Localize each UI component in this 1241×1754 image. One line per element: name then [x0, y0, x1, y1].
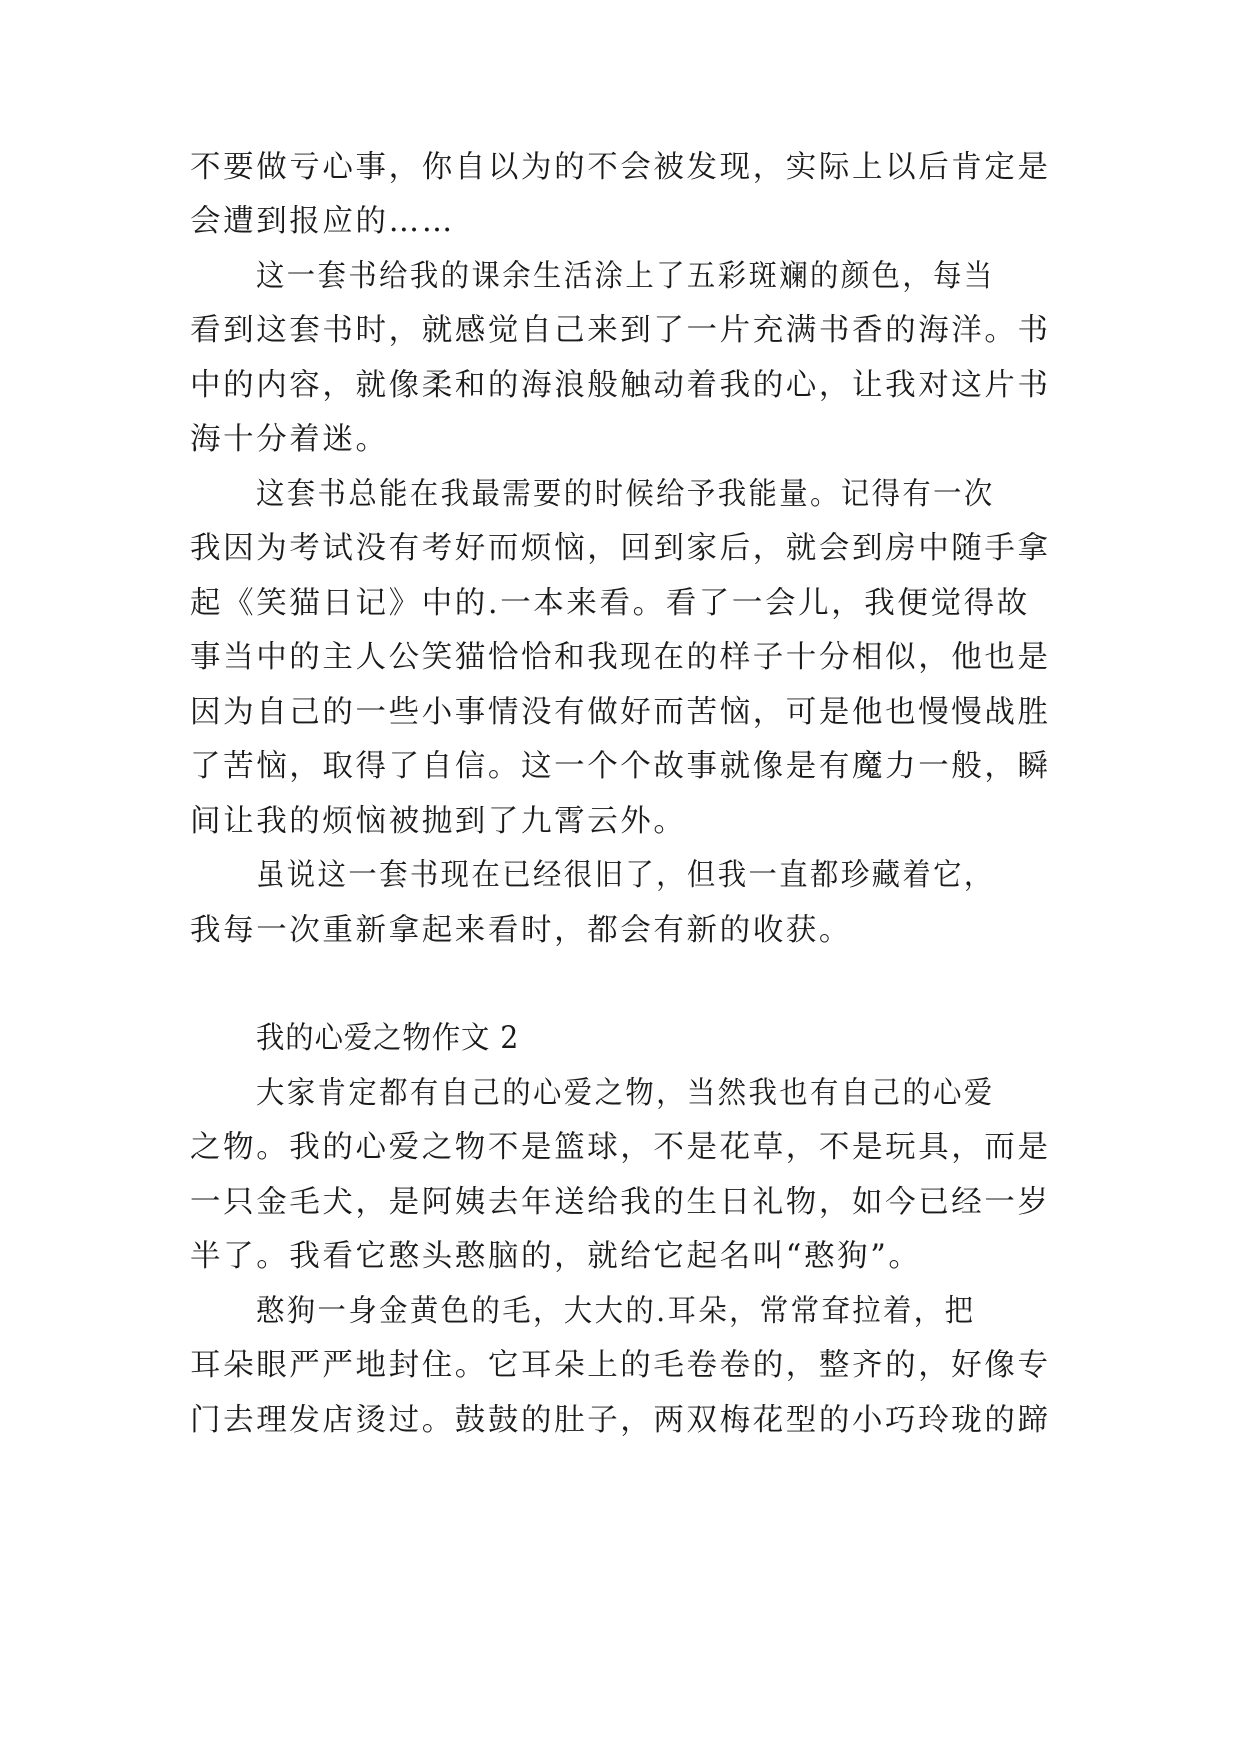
text-line: 看到这套书时，就感觉自己来到了一片充满书香的海洋。书: [190, 313, 1051, 348]
text-line: 我每一次重新拿起来看时，都会有新的收获。: [190, 913, 852, 948]
text-line: 门去理发店烫过。鼓鼓的肚子，两双梅花型的小巧玲珑的蹄: [190, 1403, 1051, 1438]
paragraph-start: 这一套书给我的课余生活涂上了五彩斑斓的颜色，每当: [256, 259, 995, 294]
text-line: 会遭到报应的……: [190, 204, 455, 239]
text-line: 半了。我看它憨头憨脑的，就给它起名叫“憨狗”。: [190, 1239, 922, 1274]
section-heading: 我的心爱之物作文 2: [256, 1021, 520, 1056]
paragraph-start: 虽说这一套书现在已经很旧了，但我一直都珍藏着它，: [256, 858, 995, 893]
text-line: 不要做亏心事，你自以为的不会被发现，实际上以后肯定是: [190, 150, 1051, 185]
text-line: 一只金毛犬，是阿姨去年送给我的生日礼物，如今已经一岁: [190, 1185, 1051, 1220]
paragraph-start: 大家肯定都有自己的心爱之物，当然我也有自己的心爱: [256, 1076, 995, 1111]
text-line: 事当中的主人公笑猫恰恰和我现在的样子十分相似，他也是: [190, 640, 1051, 675]
text-line: 中的内容，就像柔和的海浪般触动着我的心，让我对这片书: [190, 368, 1051, 403]
text-line: 了苦恼，取得了自信。这一个个故事就像是有魔力一般，瞬: [190, 749, 1051, 784]
text-line: 间让我的烦恼被抛到了九霄云外。: [190, 804, 687, 839]
text-line: 起《笑猫日记》中的.一本来看。看了一会儿，我便觉得故: [190, 586, 1030, 621]
text-line: 耳朵眼严严地封住。它耳朵上的毛卷卷的，整齐的，好像专: [190, 1348, 1051, 1383]
text-line: 我因为考试没有考好而烦恼，回到家后，就会到房中随手拿: [190, 531, 1051, 566]
text-line: 之物。我的心爱之物不是篮球，不是花草，不是玩具，而是: [190, 1130, 1051, 1165]
paragraph-start: 这套书总能在我最需要的时候给予我能量。记得有一次: [256, 477, 995, 512]
text-line: 海十分着迷。: [190, 422, 389, 457]
text-line: 因为自己的一些小事情没有做好而苦恼，可是他也慢慢战胜: [190, 695, 1051, 730]
paragraph-start: 憨狗一身金黄色的毛，大大的.耳朵，常常耷拉着，把: [256, 1294, 976, 1329]
